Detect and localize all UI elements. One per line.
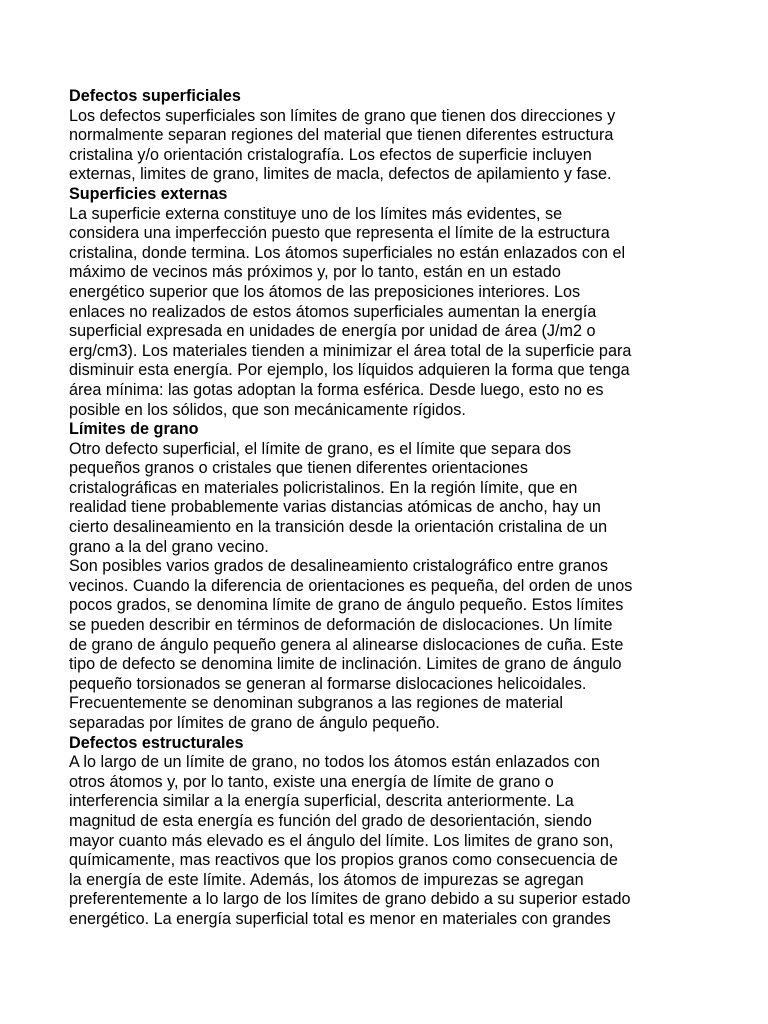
paragraph (69, 440, 709, 558)
text-line: cristalográficas en materiales policristalinos. En la región límite, que en (69, 478, 578, 497)
text-line: erg/cm3). Los materiales tienden a minimizar el área total de la superficie para (69, 341, 632, 360)
text-line: superficial expresada en unidades de energía por unidad de área (J/m2 o (69, 322, 596, 341)
section-heading: Superficies externas (69, 184, 228, 203)
text-line: químicamente, mas reactivos que los propios granos como consecuencia de (69, 851, 618, 870)
text-line: Frecuentemente se denominan subgranos a las regiones de material (69, 694, 564, 713)
text-line: separadas por límites de grano de ángulo pequeño. (69, 714, 440, 732)
text-line: enlaces no realizados de estos átomos superficiales aumentan la energía (69, 302, 597, 321)
text-line: considera una imperfección puesto que representa el límite de la estructura (69, 224, 610, 243)
paragraph (69, 107, 709, 185)
paragraph (69, 205, 709, 421)
text-line: normalmente separan regiones del material que tienen diferentes estructura (69, 126, 614, 145)
text-line: A lo largo de un límite de grano, no todos los átomos están enlazados con (69, 753, 600, 772)
section-heading: Defectos estructurales (69, 733, 244, 752)
text-line: cristalina, donde termina. Los átomos superficiales no están enlazados con el (69, 243, 626, 262)
text-line: se pueden describir en términos de deformación de dislocaciones. Un límite (69, 616, 613, 635)
section-heading: Defectos superficiales (69, 87, 241, 105)
text-line: Son posibles varios grados de desalineamiento cristalográfico entre granos (69, 557, 608, 576)
text-line: grano a la del grano vecino. (69, 537, 269, 556)
text-line: energético. La energía superficial total es menor en materiales con grandes (69, 909, 611, 928)
text-line: magnitud de esta energía es función del grado de desorientación, siendo (69, 811, 592, 830)
text-line: interferencia similar a la energía superficial, descrita anteriormente. La (69, 792, 574, 811)
text-line: área mínima: las gotas adoptan la forma esférica. Desde luego, esto no es (69, 380, 604, 399)
text-line: energético superior que los átomos de las preposiciones interiores. Los (69, 282, 581, 301)
text-line: mayor cuanto más elevado es el ángulo del límite. Los limites de grano son, (69, 831, 614, 850)
document-section (69, 185, 709, 420)
text-line: Los defectos superficiales son límites de grano que tienen dos direcciones y (69, 106, 616, 125)
paragraph (69, 753, 709, 929)
text-line: externas, limites de grano, limites de macla, defectos de apilamiento y fase. (69, 165, 612, 184)
paragraph (69, 557, 709, 733)
document-page (69, 87, 709, 930)
text-line: disminuir esta energía. Por ejemplo, los líquidos adquieren la forma que tenga (69, 361, 630, 380)
text-line: preferentemente a lo largo de los límites de grano debido a su superior estado (69, 890, 631, 909)
text-line: pocos grados, se denomina límite de grano de ángulo pequeño. Estos límites (69, 596, 624, 615)
text-line: realidad tiene probablemente varias distancias atómicas de ancho, hay un (69, 498, 601, 517)
text-line: cierto desalineamiento en la transición desde la orientación cristalina de un (69, 518, 608, 537)
text-line: la energía de este límite. Además, los átomos de impurezas se agregan (69, 870, 584, 889)
text-line: máximo de vecinos más próximos y, por lo tanto, están en un estado (69, 263, 561, 282)
document-section (69, 87, 709, 185)
section-heading: Límites de grano (69, 420, 199, 439)
text-line: tipo de defecto se denomina limite de inclinación. Limites de grano de ángulo (69, 655, 622, 674)
text-line: otros átomos y, por lo tanto, existe una energía de límite de grano o (69, 772, 554, 791)
text-line: de grano de ángulo pequeño genera al alinearse dislocaciones de cuña. Este (69, 635, 624, 654)
document-section (69, 734, 709, 930)
text-line: La superficie externa constituye uno de los límites más evidentes, se (69, 204, 563, 223)
text-line: pequeños granos o cristales que tienen diferentes orientaciones (69, 459, 528, 478)
text-line: cristalina y/o orientación cristalografía. Los efectos de superficie incluyen (69, 145, 592, 164)
document-section (69, 420, 709, 734)
text-line: Otro defecto superficial, el límite de grano, es el límite que separa dos (69, 439, 572, 458)
text-line: vecinos. Cuando la diferencia de orientaciones es pequeña, del orden de unos (69, 576, 633, 595)
text-line: posible en los sólidos, que son mecánicamente rígidos. (69, 400, 466, 419)
text-line: pequeño torsionados se generan al formarse dislocaciones helicoidales. (69, 674, 587, 693)
